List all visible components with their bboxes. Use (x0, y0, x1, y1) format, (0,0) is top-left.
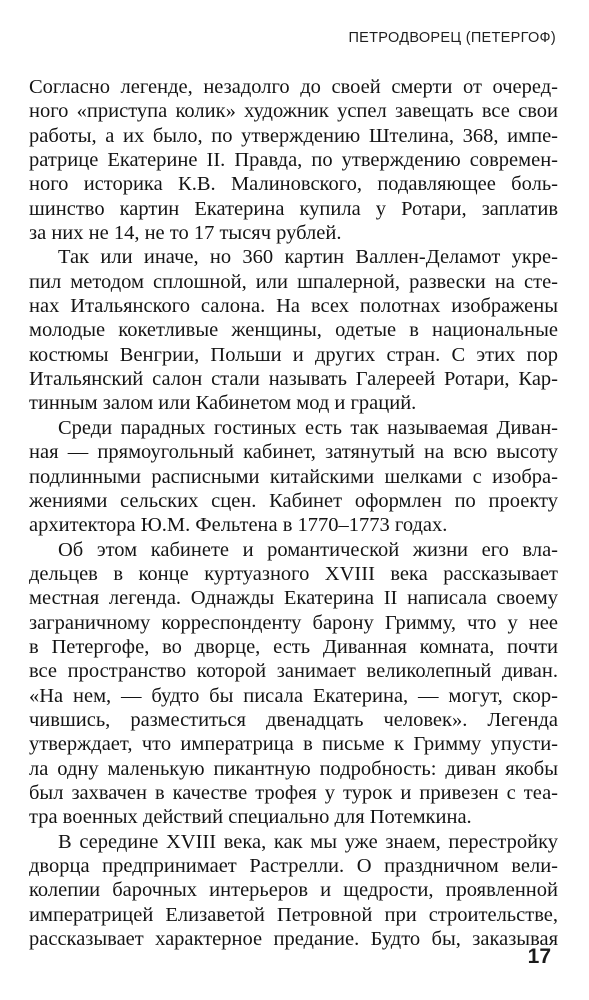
text-line: жениями сельских сцен. Кабинет оформлен по проекту (29, 489, 558, 512)
paragraph (29, 830, 558, 952)
text-line: ла одну маленькую пикантную подробность: диван якобы (29, 757, 558, 780)
text-line: в Петергофе, во дворце, есть Диванная комната, почти (29, 635, 558, 658)
text-line: за них не 14, не то 17 тысяч рублей. (29, 222, 342, 245)
text-line: Так или иначе, но 360 картин Валлен-Деламот укре- (58, 246, 558, 269)
paragraph (29, 538, 558, 830)
paragraph (29, 245, 558, 415)
text-line: Среди парадных гостиных есть так называемая Дивaн- (58, 416, 558, 439)
text-line: костюмы Венгрии, Польши и других стран. С этих пор (29, 343, 558, 366)
text-line: нах Итальянского салона. На всех полотнах изображены (29, 295, 558, 318)
page-number: 17 (527, 945, 551, 968)
text-line: дельцев в конце куртуазного XVIII века рассказывает (29, 562, 558, 585)
text-line: Итальянский салон стали называть Галереей Ротари, Кар- (29, 368, 558, 391)
text-line: тинным залом или Кабинетом мод и граций. (29, 392, 417, 415)
text-line: ного «приступа колик» художник успел завещать все свои (29, 100, 558, 123)
paragraph (29, 75, 558, 245)
text-line: пил методом сплошной, или шпалерной, развески на сте- (29, 270, 558, 293)
text-line: ная — прямоугольный кабинет, затянутый на всю высоту (29, 441, 558, 464)
running-head: ПЕТРОДВОРЕЦ (ПЕТЕРГОФ) (348, 30, 556, 46)
body-text (29, 75, 558, 951)
text-line: ратрице Екатерине II. Правда, по утверждению современ- (29, 149, 558, 172)
text-line: работы, а их было, по утверждению Штелина, 368, импе- (29, 124, 558, 147)
text-line: молодые кокетливые женщины, одетые в национальные (29, 319, 558, 342)
text-line: утверждает, что императрица в письме к Гримму упусти- (29, 733, 558, 756)
text-line: был захвачен в качестве трофея у турок и привезен с теа- (29, 781, 558, 804)
text-line: шинство картин Екатерина купила у Ротари, заплатив (29, 197, 558, 220)
text-line: Согласно легенде, незадолго до своей смерти от очеред- (29, 76, 558, 98)
text-line: местная легенда. Однажды Екатерина II написала своему (29, 587, 558, 610)
text-line: подлинными расписными китайскими шелками с изобра- (29, 465, 558, 488)
text-line: все пространство которой занимает великолепный диван. (29, 660, 558, 683)
text-line: чившись, разместиться двенадцать человек». Легенда (29, 708, 558, 731)
text-line: ного историка К.В. Малиновского, подавляющее боль- (29, 173, 558, 196)
text-line: архитектора Ю.М. Фельтена в 1770–1773 годах. (29, 514, 448, 537)
text-line: колепии барочных интерьеров и щедрости, проявленной (29, 879, 558, 902)
text-line: Об этом кабинете и романтической жизни его вла- (58, 538, 558, 561)
text-line: дворца предпринимает Растрелли. О праздничном вели- (29, 855, 558, 877)
paragraph (29, 416, 558, 538)
text-line: В середине XVIII века, как мы уже знаем, перестройку (58, 830, 558, 853)
text-line: «На нем, — будто бы писала Екатерина, — могут, скор- (29, 684, 558, 707)
text-line: заграничному корреспонденту барону Гримму, что у нее (29, 611, 558, 634)
text-line: рассказывает характерное предание. Будто бы, заказывая (29, 928, 558, 951)
text-line: тра военных действий специально для Потемкина. (29, 806, 472, 829)
text-line: императрицей Елизаветой Петровной при строительстве, (29, 903, 558, 926)
